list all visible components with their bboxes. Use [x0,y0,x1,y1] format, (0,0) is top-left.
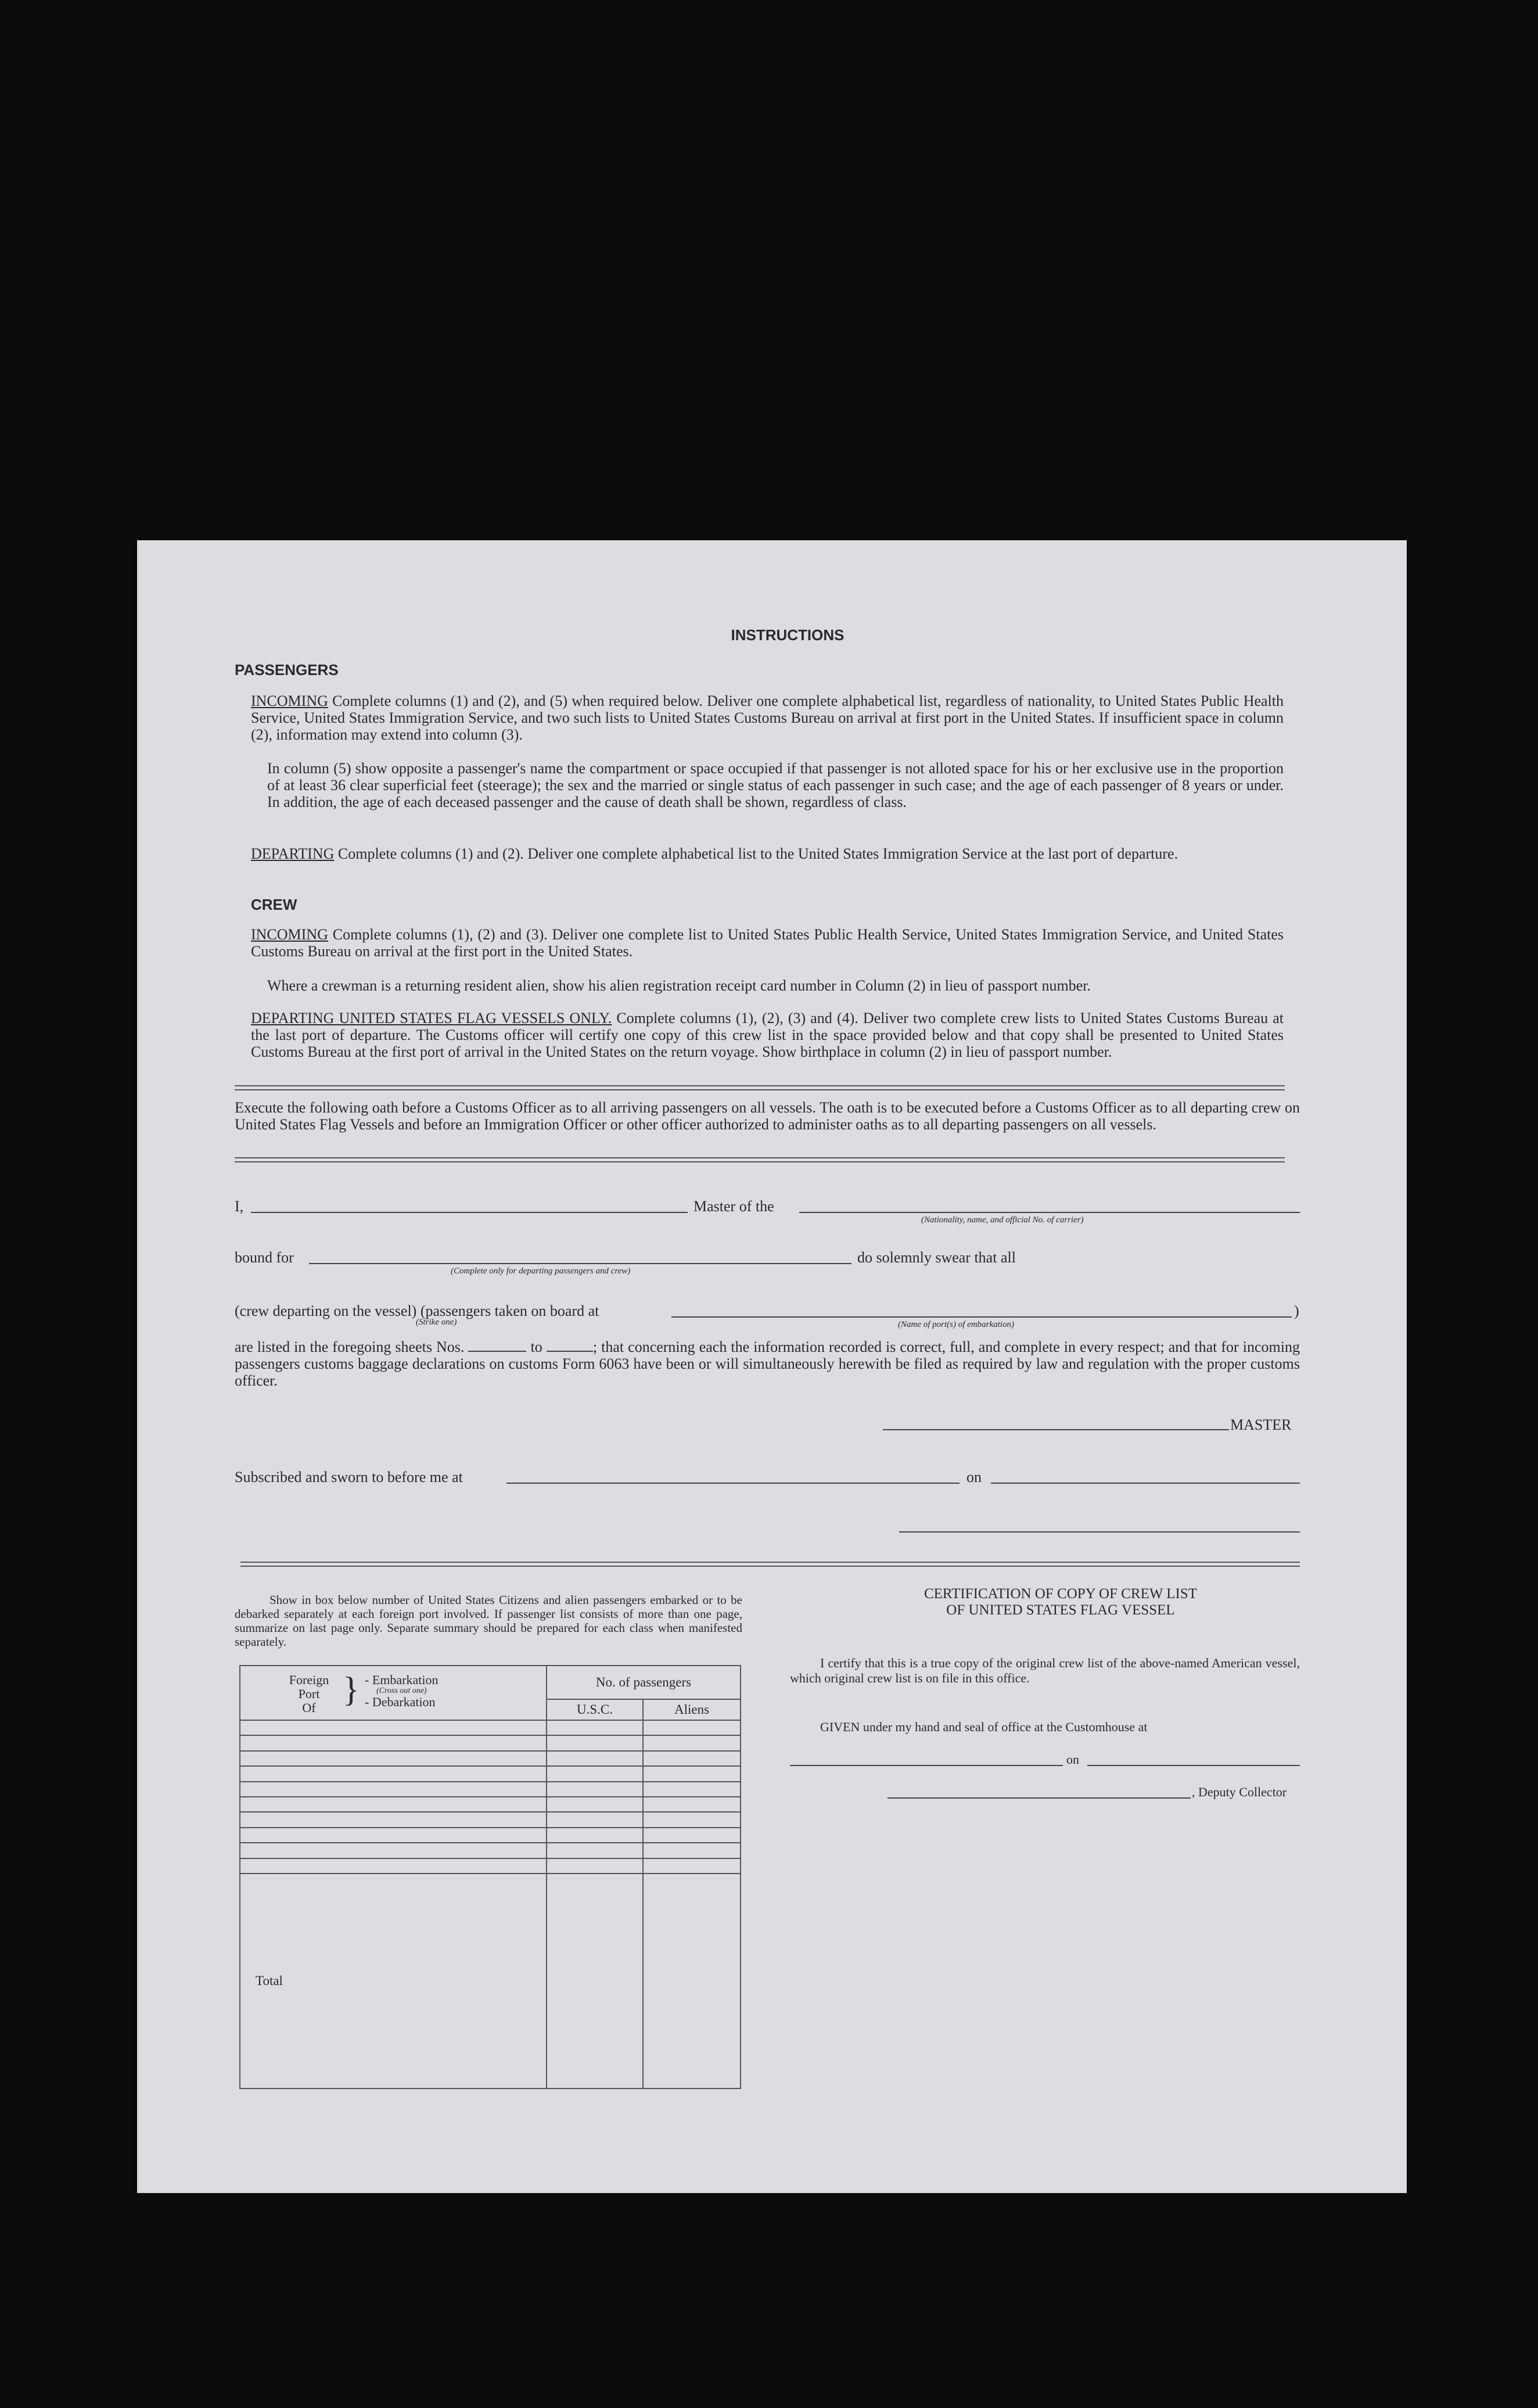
subscribed-label: Subscribed and sworn to before me at [235,1469,463,1485]
oath-instruction-paragraph: Execute the following oath before a Customs Officer as to all arriving passengers on all vessels. The oath is to be executed before a Customs Officer as to all departing crew on United States Flag Vessels and before an Immigration Officer or other officer authorized to administer oaths as to all departing passengers on all vessels. [235,1099,1300,1133]
officer-signature-field[interactable] [899,1531,1300,1533]
table-row[interactable] [240,1766,741,1781]
master-label: MASTER [1230,1416,1292,1433]
passengers-incoming-paragraph [251,692,1284,743]
table-row[interactable] [240,1858,741,1874]
sworn-location-field[interactable] [506,1483,960,1484]
passengers-column5-paragraph: In column (5) show opposite a passenger's name the compartment or space occupied if that passenger is not alloted space for his or her exclusive use in the proportion of at least 36 clear superficial feet (steerage); the sex and the married or single status of each passenger in such case; and the age of each passenger of 8 years or under. In addition, the age of each deceased passenger and the cause of death shall be shown, regardless of class. [267,760,1284,810]
bound-for-caption: (Complete only for departing passengers and crew) [451,1266,631,1276]
document-sheet [137,540,1407,2193]
foreign-port-header-cell [240,1666,547,1720]
closing-paren: ) [1294,1302,1299,1319]
total-label: Total [240,1874,547,2088]
crew-incoming-text: Complete columns (1), (2) and (3). Deliver one complete list to United States Public Health Service, United States Immigration Service, and United States Customs Bureau on arrival at the first port in the United States. [251,926,1284,960]
brace-glyph: } [343,1670,360,1709]
vessel-field[interactable] [799,1212,1300,1213]
listed-sheets-paragraph: are listed in the foregoing sheets Nos. to ; that concerning each the information recorded is correct, full, and complete in every respect; and that for incoming passengers customs baggage declarations on customs Form 6063 have been or will simultaneously herewith be filed as required by law and regulation with the proper customs officer. [235,1338,1300,1389]
no-of-passengers-header: No. of passengers [547,1666,741,1699]
total-row[interactable] [240,1874,741,2088]
box-instructions: Show in box below number of United States Citizens and alien passengers embarked or to be debarked separately at each foreign port involved. If passenger list consists of more than one page, summarize on last page only. Separate summary should be prepared for each class when manifested separately. [235,1593,742,1649]
oath-i-label: I, [235,1198,244,1215]
port-of-embarkation-field[interactable] [671,1316,1292,1318]
foreign-port-of-label: Foreign Port Of [289,1673,329,1715]
divider-double-3 [240,1562,1300,1567]
incoming-label: INCOMING [251,692,328,709]
deputy-collector-label: , Deputy Collector [1192,1785,1287,1799]
divider-double-1 [235,1085,1285,1090]
ports-table [239,1665,741,2089]
on-label-2: on [1066,1752,1079,1767]
table-row[interactable] [240,1782,741,1797]
crew-departing-text: Complete columns (1), (2), (3) and (4). Deliver two complete crew lists to United States Customs Bureau at the last port of departure. The Customs officer will certify one copy of this crew list in the space provided below and that copy shall be presented to United States Customs Bureau at the first port of arrival in the United States on the return voyage. Show birthplace in column (2) in lieu of passport number. [251,1010,1284,1060]
incoming-text: Complete columns (1) and (2), and (5) when required below. Deliver one complete alphabetical list, regardless of nationality, to United States Public Health Service, United States Immigration Service, and two such lists to United States Customs Bureau on arrival at first port in the United States. If insufficient space in column (2), information may extend into column (3). [251,692,1284,743]
table-row[interactable] [240,1720,741,1735]
certification-text: I certify that this is a true copy of the original crew list of the above-named American vessel, which original crew list is on file in this office. [790,1656,1300,1685]
crew-departing-label: DEPARTING UNITED STATES FLAG VESSELS ONLY. [251,1010,612,1027]
table-row[interactable] [240,1735,741,1750]
passengers-heading: PASSENGERS [235,661,339,679]
swear-text: do solemnly swear that all [857,1249,1016,1266]
crew-heading: CREW [251,896,297,913]
given-text: GIVEN under my hand and seal of office at the Customhouse at [820,1720,1148,1734]
strike-one-caption: (Strike one) [416,1318,457,1327]
passengers-departing-paragraph [251,845,1284,862]
table-row[interactable] [240,1812,741,1827]
table-row[interactable] [240,1843,741,1858]
master-of-the-label: Master of the [693,1198,774,1215]
crew-incoming-paragraph [251,926,1284,960]
bound-for-field[interactable] [309,1263,851,1264]
table-row[interactable] [240,1828,741,1843]
aliens-header: Aliens [643,1699,741,1720]
departing-text: Complete columns (1) and (2). Deliver one complete alphabetical list to the United States Immigration Service at the last port of departure. [337,845,1178,862]
port-caption: (Name of port(s) of embarkation) [898,1320,1014,1329]
certification-title: CERTIFICATION OF COPY OF CREW LIST OF UNITED STATES FLAG VESSEL [923,1586,1198,1618]
master-name-field[interactable] [251,1212,688,1213]
sheet-from-field[interactable] [468,1351,526,1352]
divider-double-2 [235,1157,1285,1162]
master-signature-field[interactable] [883,1429,1229,1430]
crew-passengers-text: (crew departing on the vessel) (passengers taken on board at [235,1302,599,1319]
deputy-collector-signature-field[interactable] [887,1797,1191,1799]
sworn-date-field[interactable] [991,1483,1300,1484]
on-label-1: on [966,1469,982,1485]
vessel-field-caption: (Nationality, name, and official No. of carrier) [921,1215,1084,1225]
departing-label: DEPARTING [251,845,335,862]
table-row[interactable] [240,1751,741,1766]
crew-incoming-label: INCOMING [251,926,328,943]
certification-date-field[interactable] [1087,1765,1300,1766]
crew-returning-alien-paragraph: Where a crewman is a returning resident alien, show his alien registration receipt card number in Column (2) in lieu of passport number. [267,977,1091,994]
usc-header: U.S.C. [547,1699,643,1720]
table-row[interactable] [240,1797,741,1812]
crew-departing-paragraph [251,1010,1284,1060]
embark-debark-labels: - Embarkation (Cross out one) - Debarkation [365,1673,439,1709]
instructions-title: INSTRUCTIONS [731,626,845,644]
bound-for-label: bound for [235,1249,294,1266]
certification-location-field[interactable] [790,1765,1063,1766]
sheet-to-field[interactable] [547,1351,593,1352]
